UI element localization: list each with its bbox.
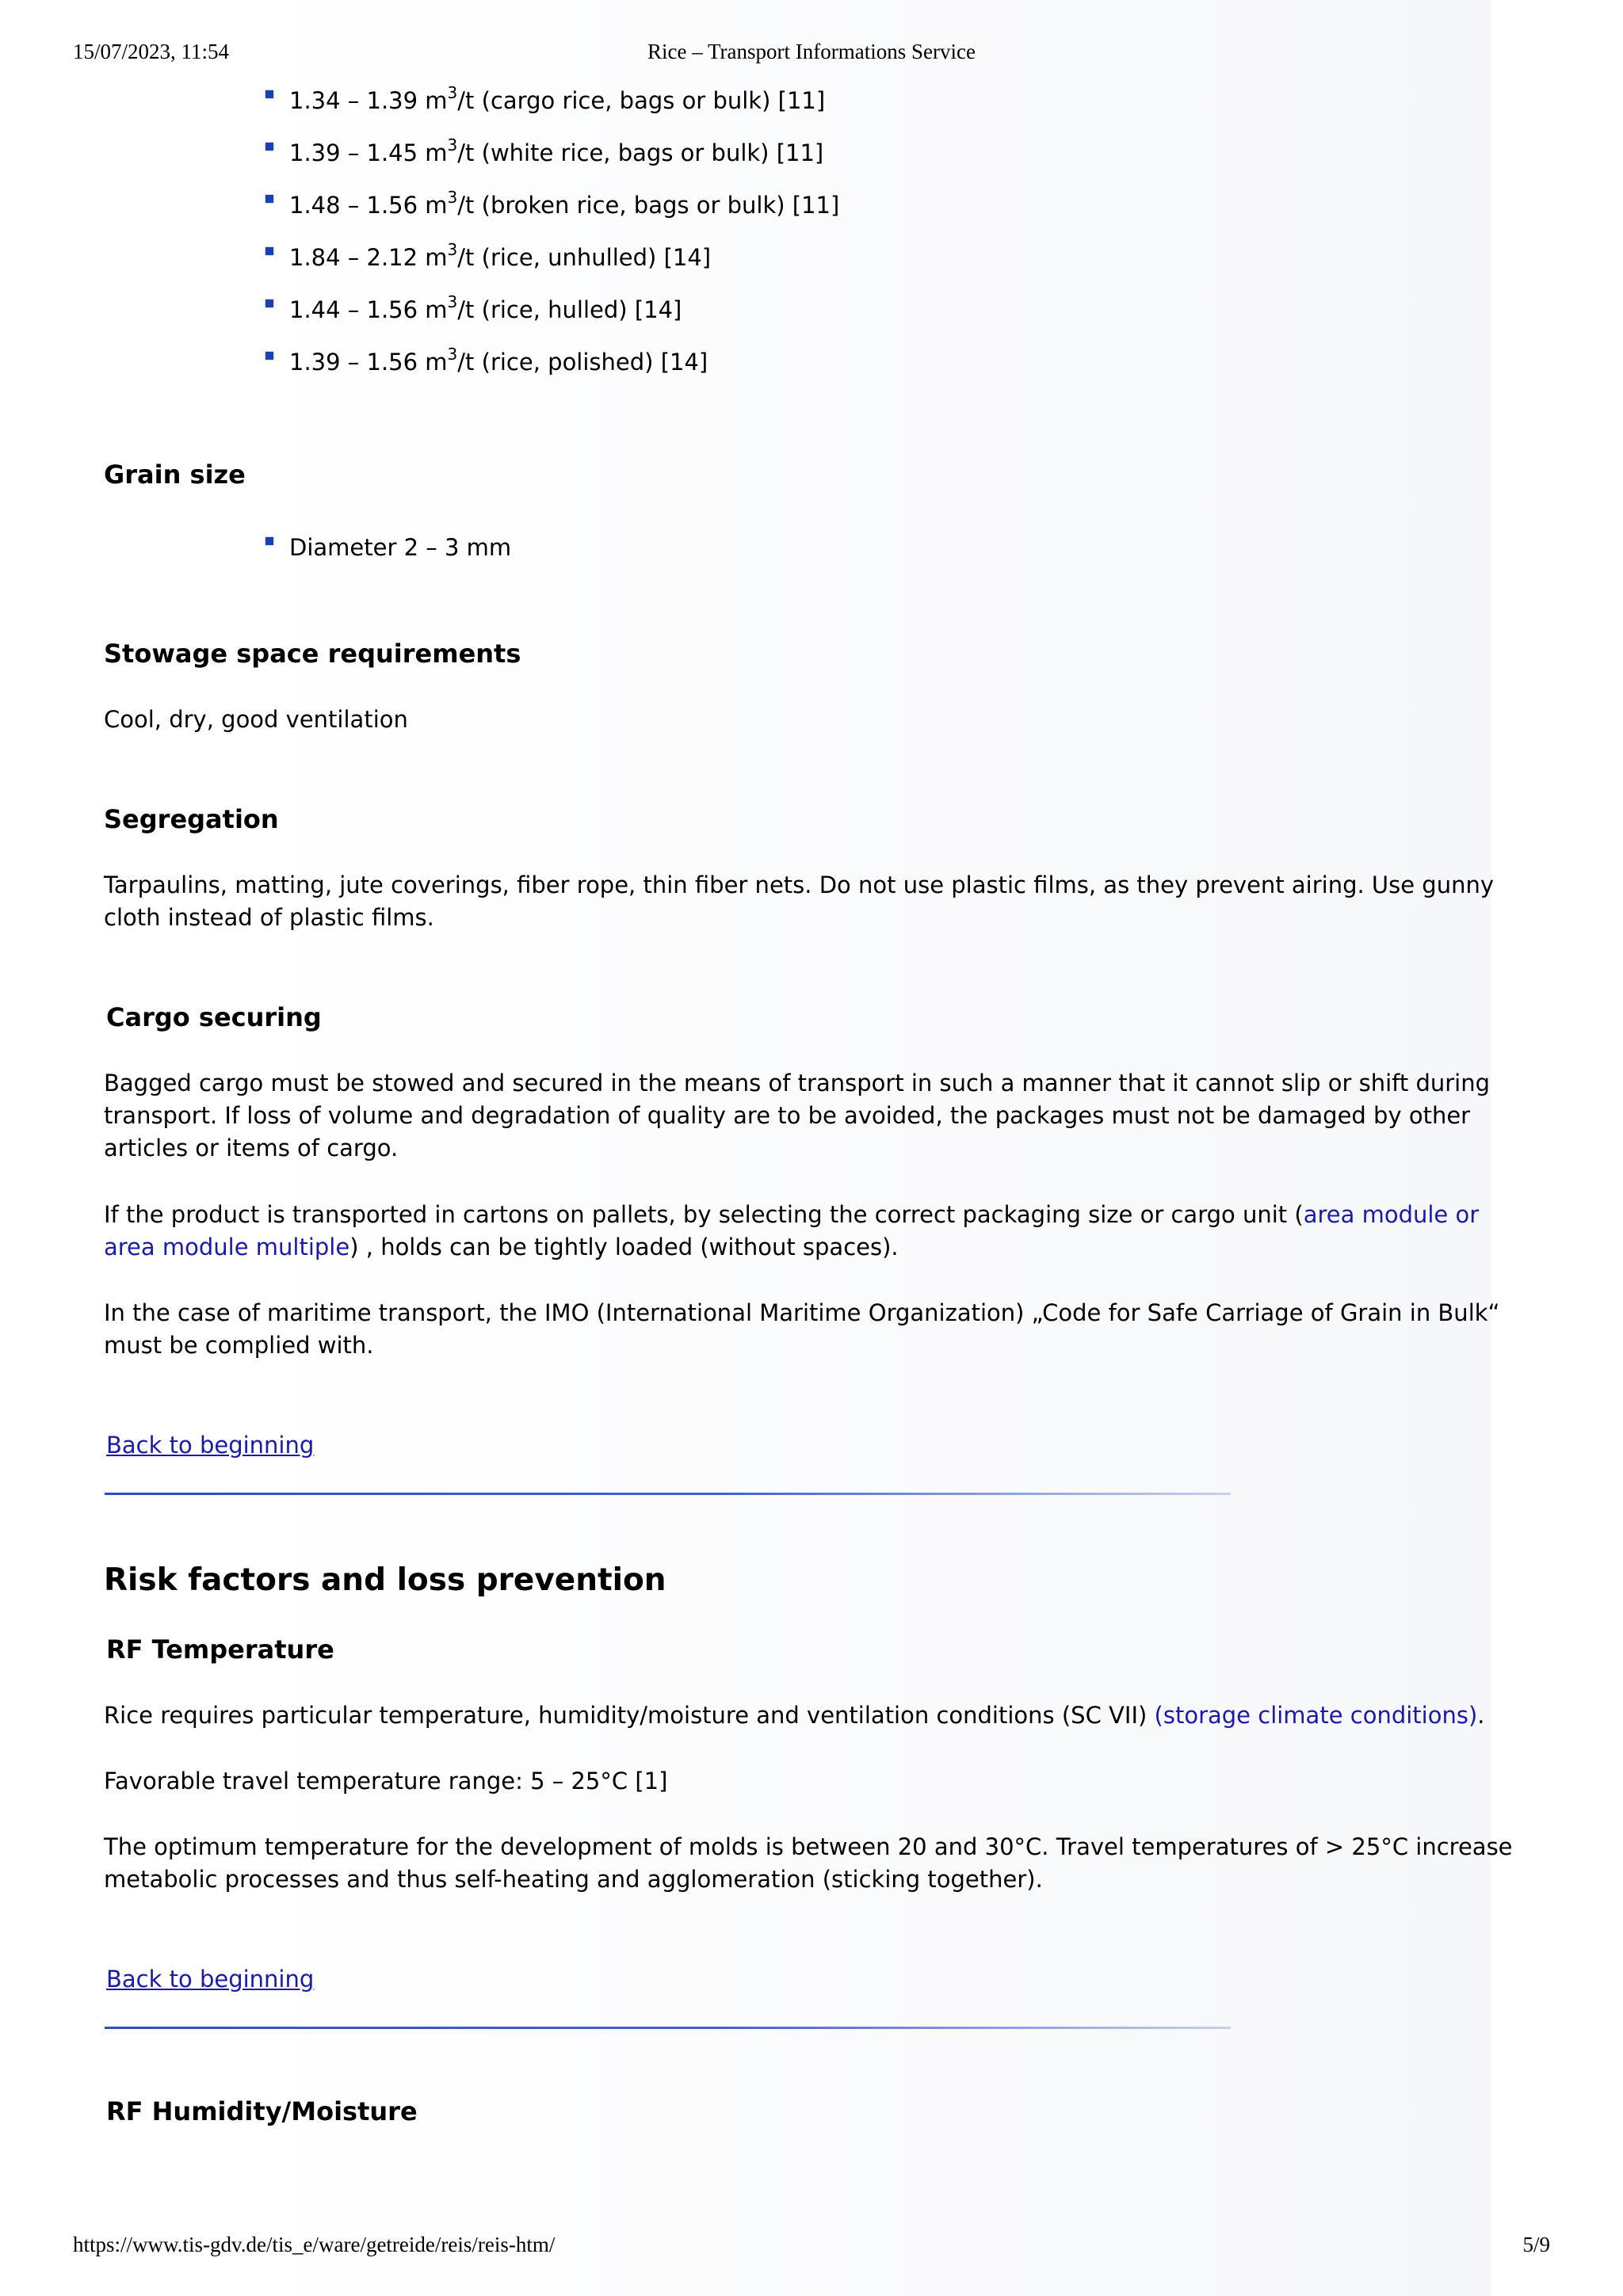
print-url: https://www.tis-gdv.de/tis_e/ware/getreide/reis/reis-htm/ [73,2233,556,2256]
square-bullet-icon [265,537,273,545]
square-bullet-icon [265,352,273,360]
cargo-securing-paragraph-3: In the case of maritime transport, the IMO (International Maritime Organization) „Code for Safe Carriage of Grain in Bulk“ must be complied with. [104,1299,1500,1359]
print-page-number: 5/9 [1522,2233,1550,2256]
list-item: 1.34 – 1.39 $m^3/t$ (cargo rice, bags or bulk) [11] [265,87,839,114]
grain-size-list [265,534,511,561]
area-module-link[interactable]: area module or area module multiple [104,1201,1480,1261]
back-to-beginning-link[interactable]: Back to beginning [106,1966,315,1993]
rf-humidity-heading: RF Humidity/Moisture [106,2096,418,2126]
square-bullet-icon [265,299,273,307]
rf-temperature-paragraph-2: Favorable travel temperature range: 5 – 25°C [1] [104,1768,668,1794]
cargo-securing-paragraph-1: Bagged cargo must be stowed and secured in the means of transport in such a manner that it cannot slip or shift during transport. If loss of volume and degradation of quality are to be avoided, the packages must not be damaged by other articles or items of cargo. [104,1070,1491,1161]
grain-size-heading: Grain size [104,460,246,490]
section-divider [105,2027,1231,2029]
square-bullet-icon [265,90,273,98]
risk-factors-heading: Risk factors and loss prevention [104,1562,666,1598]
list-item: 1.39 – 1.56 $m^3/t$ (rice, polished) [14] [265,349,839,376]
list-item: 1.48 – 1.56 $m^3/t$ (broken rice, bags or bulk) [11] [265,192,839,219]
print-datetime: 15/07/2023, 11:54 [73,40,230,63]
list-item: Diameter 2 – 3 mm [265,534,511,561]
square-bullet-icon [265,143,273,151]
storage-climate-conditions-link[interactable]: (storage climate conditions) [1154,1702,1478,1729]
list-item: 1.39 – 1.45 $m^3/t$ (white rice, bags or bulk) [11] [265,139,839,166]
stowage-space-text: Cool, dry, good ventilation [104,706,408,733]
square-bullet-icon [265,195,273,203]
cargo-securing-paragraph-2: If the product is transported in cartons on pallets, by selecting the correct packaging size or cargo unit (area module or area module multiple) , holds can be tightly loaded (without spaces). [104,1201,1480,1261]
list-item: 1.44 – 1.56 $m^3/t$ (rice, hulled) [14] [265,296,839,323]
segregation-heading: Segregation [104,804,279,834]
back-to-beginning-link[interactable]: Back to beginning [106,1432,315,1459]
segregation-text: Tarpaulins, matting, jute coverings, fiber rope, thin fiber nets. Do not use plastic films, as they prevent airing. Use gunny cloth instead of plastic films. [104,871,1495,931]
rf-temperature-paragraph-1: Rice requires particular temperature, humidity/moisture and ventilation conditions (SC VII) (storage climate conditions). [104,1702,1485,1729]
square-bullet-icon [265,247,273,255]
rf-temperature-paragraph-3: The optimum temperature for the development of molds is between 20 and 30°C. Travel temperatures of > 25°C increase metabolic processes and thus self-heating and agglomeration (sticking together). [104,1833,1513,1893]
stowage-factor-list [265,83,840,376]
cargo-securing-heading: Cargo securing [106,1002,322,1032]
print-title: Rice – Transport Informations Service [647,40,976,63]
stowage-space-heading: Stowage space requirements [104,639,521,669]
rf-temperature-heading: RF Temperature [106,1634,334,1665]
section-divider [105,1493,1231,1495]
list-item: 1.84 – 2.12 $m^3/t$ (rice, unhulled) [14] [265,244,839,271]
